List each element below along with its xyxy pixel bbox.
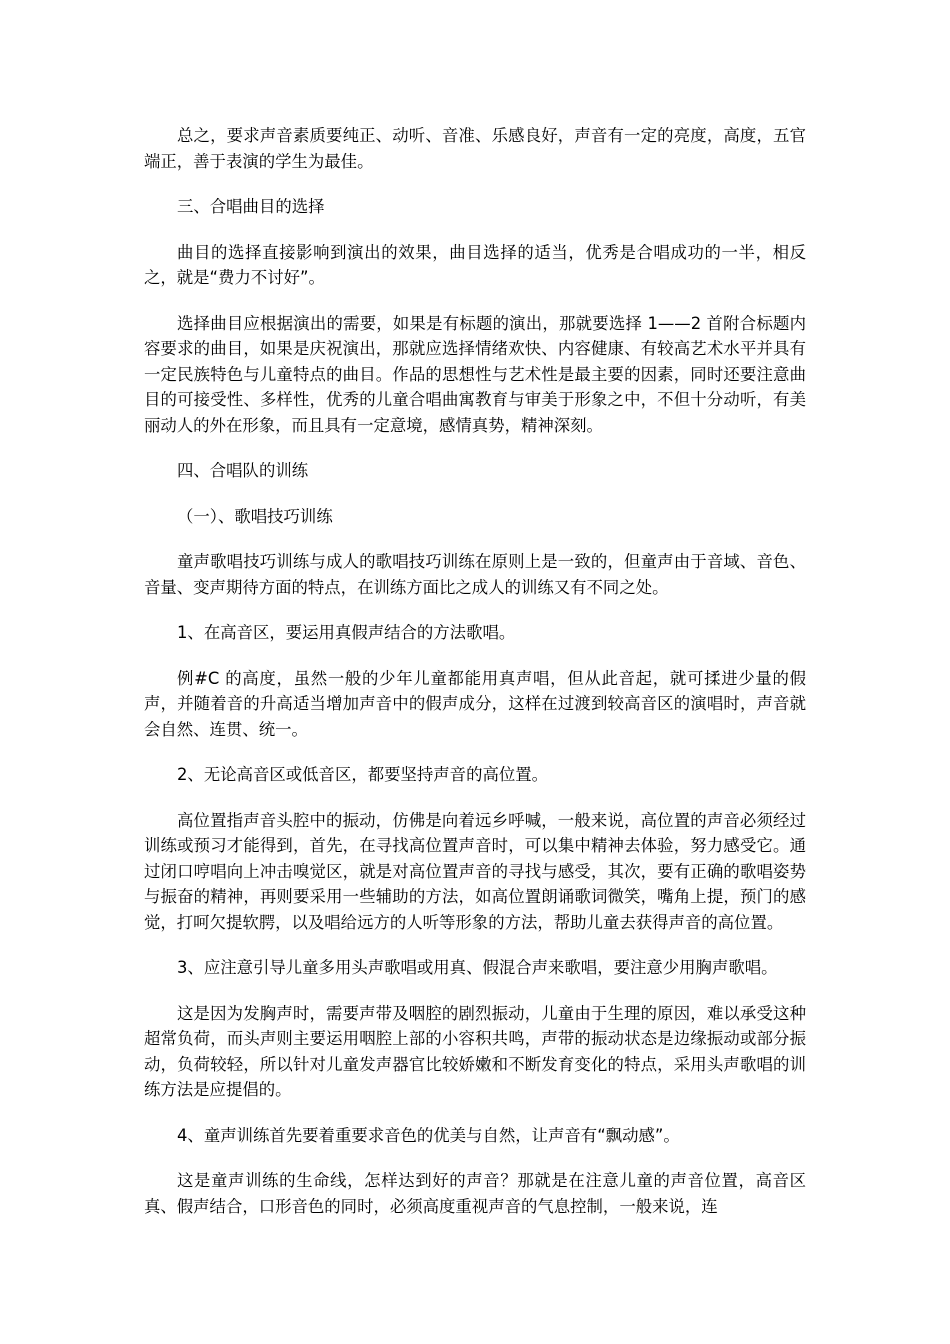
point-heading-3: 3、应注意引导儿童多用头声歌唱或用真、假混合声来歌唱，要注意少用胸声歌唱。 — [177, 958, 778, 977]
section-heading-3: 三、合唱曲目的选择 — [177, 197, 325, 216]
paragraph-summary: 总之，要求声音素质要纯正、动听、音准、乐感良好，声音有一定的亮度，高度，五官端正，善于表演的学生为最佳。 — [144, 126, 806, 171]
paragraph: 这是因为发胸声时，需要声带及咽腔的剧烈振动，儿童由于生理的原因，难以承受这种超常负荷，而头声则主要运用咽腔上部的小容积共鸣，声带的振动状态是边缘振动或部分振动，负荷较轻，所以针对儿童发声器官比较娇嫩和不断发育变化的特点，采用头声歌唱的训练方法是应提倡的。 — [144, 1003, 806, 1099]
paragraph: 曲目的选择直接影响到演出的效果，曲目选择的适当，优秀是合唱成功的一半，相反之，就是“费力不讨好”。 — [144, 242, 806, 287]
paragraph: 选择曲目应根据演出的需要，如果是有标题的演出，那就要选择 1——2 首附合标题内容要求的曲目，如果是庆祝演出，那就应选择情绪欢快、内容健康、有较高艺术水平并具有一定民族特色与儿童特点的曲目。作品的思想性与艺术性是最主要的因素，同时还要注意曲目的可接受性、多样性，优秀的儿童合唱曲寓教育与审美于形象之中，不但十分动听，有美丽动人的外在形象，而且具有一定意境，感情真势，精神深刻。 — [144, 313, 806, 435]
paragraph: 童声歌唱技巧训练与成人的歌唱技巧训练在原则上是一致的，但童声由于音域、音色、音量、变声期待方面的特点，在训练方面比之成人的训练又有不同之处。 — [144, 552, 806, 597]
point-heading-2: 2、无论高音区或低音区，都要坚持声音的高位置。 — [177, 765, 549, 784]
document-page — [144, 123, 806, 1239]
point-heading-4: 4、童声训练首先要着重要求音色的优美与自然，让声音有“飘动感”。 — [177, 1125, 680, 1145]
paragraph: 这是童声训练的生命线，怎样达到好的声音？那就是在注意儿童的声音位置，高音区真、假声结合，口形音色的同时，必须高度重视声音的气息控制，一般来说，连 — [144, 1171, 806, 1216]
section-heading-4: 四、合唱队的训练 — [177, 461, 309, 480]
point-heading-1: 1、在高音区，要运用真假声结合的方法歌唱。 — [177, 623, 516, 642]
paragraph: 例#C 的高度，虽然一般的少年儿童都能用真声唱，但从此音起，就可揉进少量的假声，并随着音的升高适当增加声音中的假声成分，这样在过渡到较高音区的演唱时，声音就会自然、连贯、统一。 — [144, 668, 806, 739]
paragraph: 高位置指声音头腔中的振动，仿佛是向着远乡呼喊，一般来说，高位置的声音必须经过训练或预习才能得到，首先，在寻找高位置声音时，可以集中精神去体验，努力感受它。通过闭口哼唱向上冲击嗅觉区，就是对高位置声音的寻找与感受，其次，要有正确的歌唱姿势与振奋的精神，再则要采用一些辅助的方法，如高位置朗诵歌词微笑，嘴角上提，预门的感觉，打呵欠提软腭，以及唱给远方的人听等形象的方法，帮助儿童去获得声音的高位置。 — [144, 810, 806, 932]
subsection-heading-1: （一）、歌唱技巧训练 — [177, 506, 333, 526]
